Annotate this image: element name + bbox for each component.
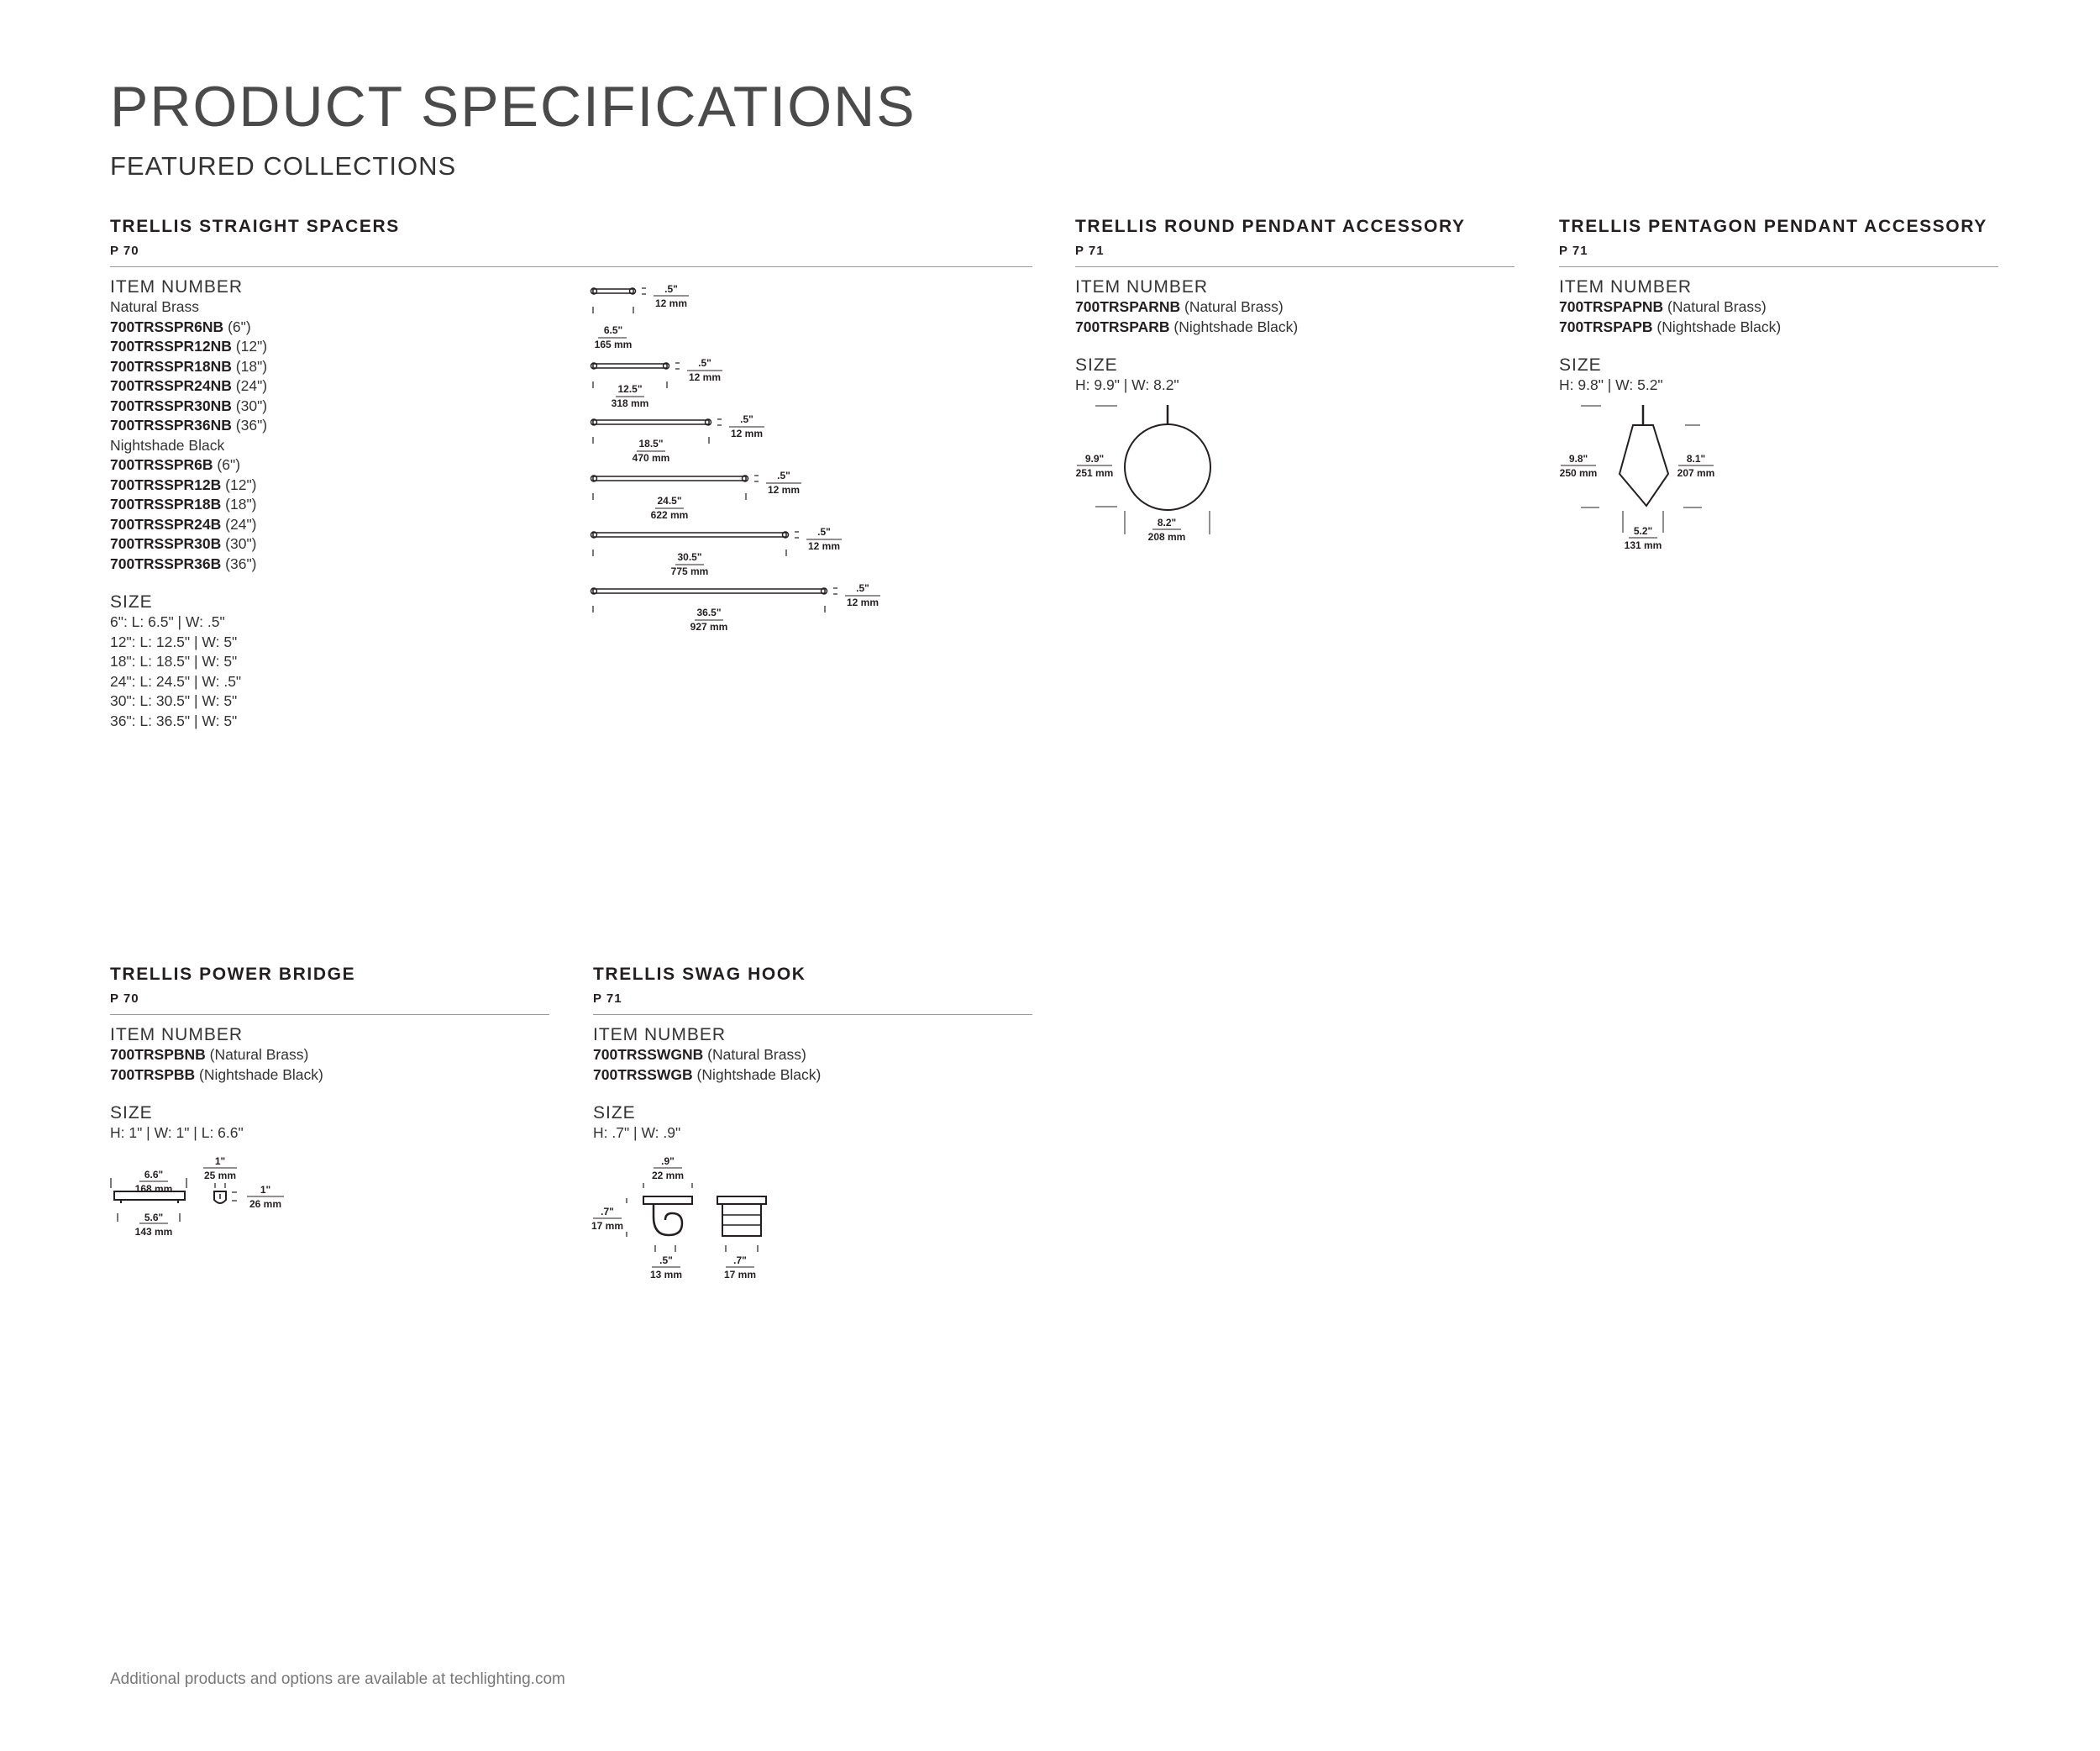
- spacers-diagram: [588, 277, 907, 639]
- power-bridge-diagram: [108, 1148, 309, 1249]
- list-item: 700TRSPBB (Nightshade Black): [110, 1065, 323, 1083]
- list-item: 700TRSSPR18NB (18"): [110, 357, 268, 375]
- page-reference: P 70: [110, 244, 139, 258]
- size-heading: SIZE: [110, 1103, 153, 1123]
- size-line: 18": L: 18.5" | W: 5": [110, 653, 238, 670]
- page-reference: P 71: [1559, 244, 1588, 258]
- dim-length-mm: 168 mm: [134, 1183, 173, 1195]
- footer-note: Additional products and options are available at techlighting.com: [110, 1670, 565, 1688]
- size-heading: SIZE: [1559, 355, 1602, 375]
- dim-width-mm: 131 mm: [1624, 539, 1662, 551]
- dim-width-mm: 12 mm: [688, 371, 722, 383]
- dim-side-in: .7": [733, 1254, 747, 1266]
- size-line: H: .7" | W: .9": [593, 1124, 681, 1141]
- section-swag-hook: [593, 965, 1032, 1144]
- finish-label: Nightshade Black: [110, 436, 225, 454]
- divider: [110, 266, 1032, 267]
- dim-width-in: .5": [740, 413, 753, 425]
- dim-length-in: 30.5": [677, 551, 702, 563]
- dim-width-mm: 12 mm: [807, 540, 841, 552]
- dim-length-mm: 470 mm: [632, 452, 670, 464]
- divider: [593, 1014, 1032, 1015]
- dim-width-in: .5": [856, 582, 869, 594]
- dim-width-in: .5": [777, 470, 790, 481]
- dim-width-mm: 25 mm: [203, 1170, 237, 1181]
- section-title: TRELLIS ROUND PENDANT ACCESSORY: [1075, 217, 1466, 236]
- page-reference: P 71: [593, 991, 622, 1006]
- power-bridge-drawing: [111, 1168, 284, 1223]
- dim-width-in: 1": [214, 1155, 226, 1167]
- page-reference: P 71: [1075, 244, 1105, 258]
- list-item: 700TRSSPR24B (24"): [110, 515, 257, 533]
- dim-width-in: 5.2": [1633, 525, 1653, 537]
- dim-height-mm: 251 mm: [1075, 467, 1114, 479]
- list-item: 700TRSSPR6NB (6"): [110, 318, 251, 335]
- section-round-pendant: [1075, 217, 1515, 396]
- dim-length-mm: 775 mm: [670, 565, 709, 577]
- list-item: 700TRSPAPB (Nightshade Black): [1559, 318, 1782, 335]
- dim-length-in: 6.5": [603, 324, 623, 336]
- dim-width-mm: 22 mm: [651, 1170, 685, 1181]
- size-heading: SIZE: [593, 1103, 636, 1123]
- spacer-36-drawing: [591, 588, 881, 620]
- dim-width-in: .5": [664, 283, 678, 295]
- dim-width-in: .5": [698, 357, 711, 369]
- dim-side-mm: 17 mm: [723, 1269, 757, 1280]
- dim-length-mm: 165 mm: [594, 339, 633, 350]
- divider: [110, 1014, 549, 1015]
- dim-length-in: 36.5": [696, 607, 722, 618]
- list-item: 700TRSSPR36B (36"): [110, 555, 257, 572]
- dim-length-mm: 318 mm: [611, 397, 649, 409]
- pentagon-pendant-diagram: [1559, 395, 1727, 563]
- list-item: 700TRSPARNB (Natural Brass): [1075, 298, 1284, 315]
- list-item: 700TRSSPR12B (12"): [110, 476, 257, 493]
- dim-height-mm: 17 mm: [591, 1220, 624, 1232]
- item-number-heading: ITEM NUMBER: [110, 1025, 243, 1044]
- page-reference: P 70: [110, 991, 139, 1006]
- divider: [1559, 266, 1998, 267]
- dim-height-in: .7": [601, 1206, 614, 1217]
- dim-height-mm: 26 mm: [249, 1198, 282, 1210]
- dim-base-mm: 143 mm: [134, 1226, 173, 1238]
- size-line: 36": L: 36.5" | W: 5": [110, 712, 238, 729]
- size-heading: SIZE: [1075, 355, 1118, 375]
- section-pentagon-pendant: [1559, 217, 1998, 396]
- list-item: 700TRSSPR24NB (24"): [110, 377, 268, 394]
- dim-hook-mm: 13 mm: [649, 1269, 683, 1280]
- list-item: 700TRSSPR30B (30"): [110, 535, 257, 552]
- dim-body-height-mm: 207 mm: [1677, 467, 1715, 479]
- item-number-heading: ITEM NUMBER: [110, 277, 243, 297]
- section-title: TRELLIS STRAIGHT SPACERS: [110, 217, 400, 236]
- dim-height-in: 1": [260, 1184, 271, 1196]
- dim-length-mm: 622 mm: [650, 509, 689, 521]
- list-item: 700TRSSPR12NB (12"): [110, 338, 268, 355]
- size-line: 12": L: 12.5" | W: 5": [110, 633, 238, 650]
- dim-body-height-in: 8.1": [1686, 453, 1706, 465]
- size-heading: SIZE: [110, 592, 153, 612]
- page-subtitle: FEATURED COLLECTIONS: [110, 151, 457, 181]
- divider: [1075, 266, 1515, 267]
- size-line: H: 1" | W: 1" | L: 6.6": [110, 1124, 244, 1141]
- section-title: TRELLIS SWAG HOOK: [593, 965, 806, 984]
- list-item: 700TRSSPR30NB (30"): [110, 397, 268, 414]
- page-title: PRODUCT SPECIFICATIONS: [110, 75, 916, 139]
- dim-height-in: 9.8": [1568, 453, 1588, 465]
- list-item: 700TRSPBNB (Natural Brass): [110, 1046, 309, 1063]
- dim-length-mm: 927 mm: [690, 621, 728, 633]
- dim-length-in: 18.5": [638, 438, 664, 450]
- spacer-30-drawing: [591, 532, 843, 565]
- dim-width-mm: 12 mm: [767, 484, 801, 496]
- dim-length-in: 12.5": [617, 383, 643, 395]
- list-item: 700TRSSPR18B (18"): [110, 496, 257, 513]
- section-power-bridge: [110, 965, 549, 1144]
- dim-hook-in: .5": [659, 1254, 673, 1266]
- size-line: 6": L: 6.5" | W: .5": [110, 613, 225, 630]
- section-title: TRELLIS POWER BRIDGE: [110, 965, 356, 984]
- dim-height-in: 9.9": [1084, 453, 1105, 465]
- size-line: H: 9.8" | W: 5.2": [1559, 376, 1663, 393]
- list-item: 700TRSSPR36NB (36"): [110, 417, 268, 434]
- dim-height-mm: 250 mm: [1559, 467, 1598, 479]
- list-item: 700TRSSWGB (Nightshade Black): [593, 1065, 822, 1083]
- dim-length-in: 6.6": [144, 1169, 164, 1180]
- finish-label: Natural Brass: [110, 298, 200, 315]
- dim-width-mm: 12 mm: [654, 297, 688, 309]
- size-line: 30": L: 30.5" | W: 5": [110, 692, 238, 709]
- dim-width-in: 8.2": [1157, 517, 1177, 528]
- list-item: 700TRSPAPNB (Natural Brass): [1559, 298, 1767, 315]
- dim-width-mm: 12 mm: [846, 597, 879, 608]
- item-number-heading: ITEM NUMBER: [593, 1025, 726, 1044]
- size-line: H: 9.9" | W: 8.2": [1075, 376, 1179, 393]
- list-item: 700TRSSWGNB (Natural Brass): [593, 1046, 806, 1063]
- dim-width-mm: 12 mm: [730, 428, 764, 439]
- round-pendant-diagram: [1075, 395, 1243, 563]
- list-item: 700TRSPARB (Nightshade Black): [1075, 318, 1299, 335]
- section-title: TRELLIS PENTAGON PENDANT ACCESSORY: [1559, 217, 1987, 236]
- dim-length-in: 24.5": [657, 495, 682, 507]
- dim-width-mm: 208 mm: [1147, 531, 1186, 543]
- item-number-heading: ITEM NUMBER: [1075, 277, 1208, 297]
- dim-width-in: .5": [817, 526, 831, 538]
- swag-hook-drawing: [593, 1168, 766, 1267]
- item-number-heading: ITEM NUMBER: [1559, 277, 1692, 297]
- dim-width-in: .9": [661, 1155, 675, 1167]
- size-line: 24": L: 24.5" | W: .5": [110, 672, 242, 690]
- list-item: 700TRSSPR6B (6"): [110, 456, 241, 473]
- swag-hook-diagram: [588, 1148, 790, 1291]
- dim-base-in: 5.6": [144, 1212, 164, 1223]
